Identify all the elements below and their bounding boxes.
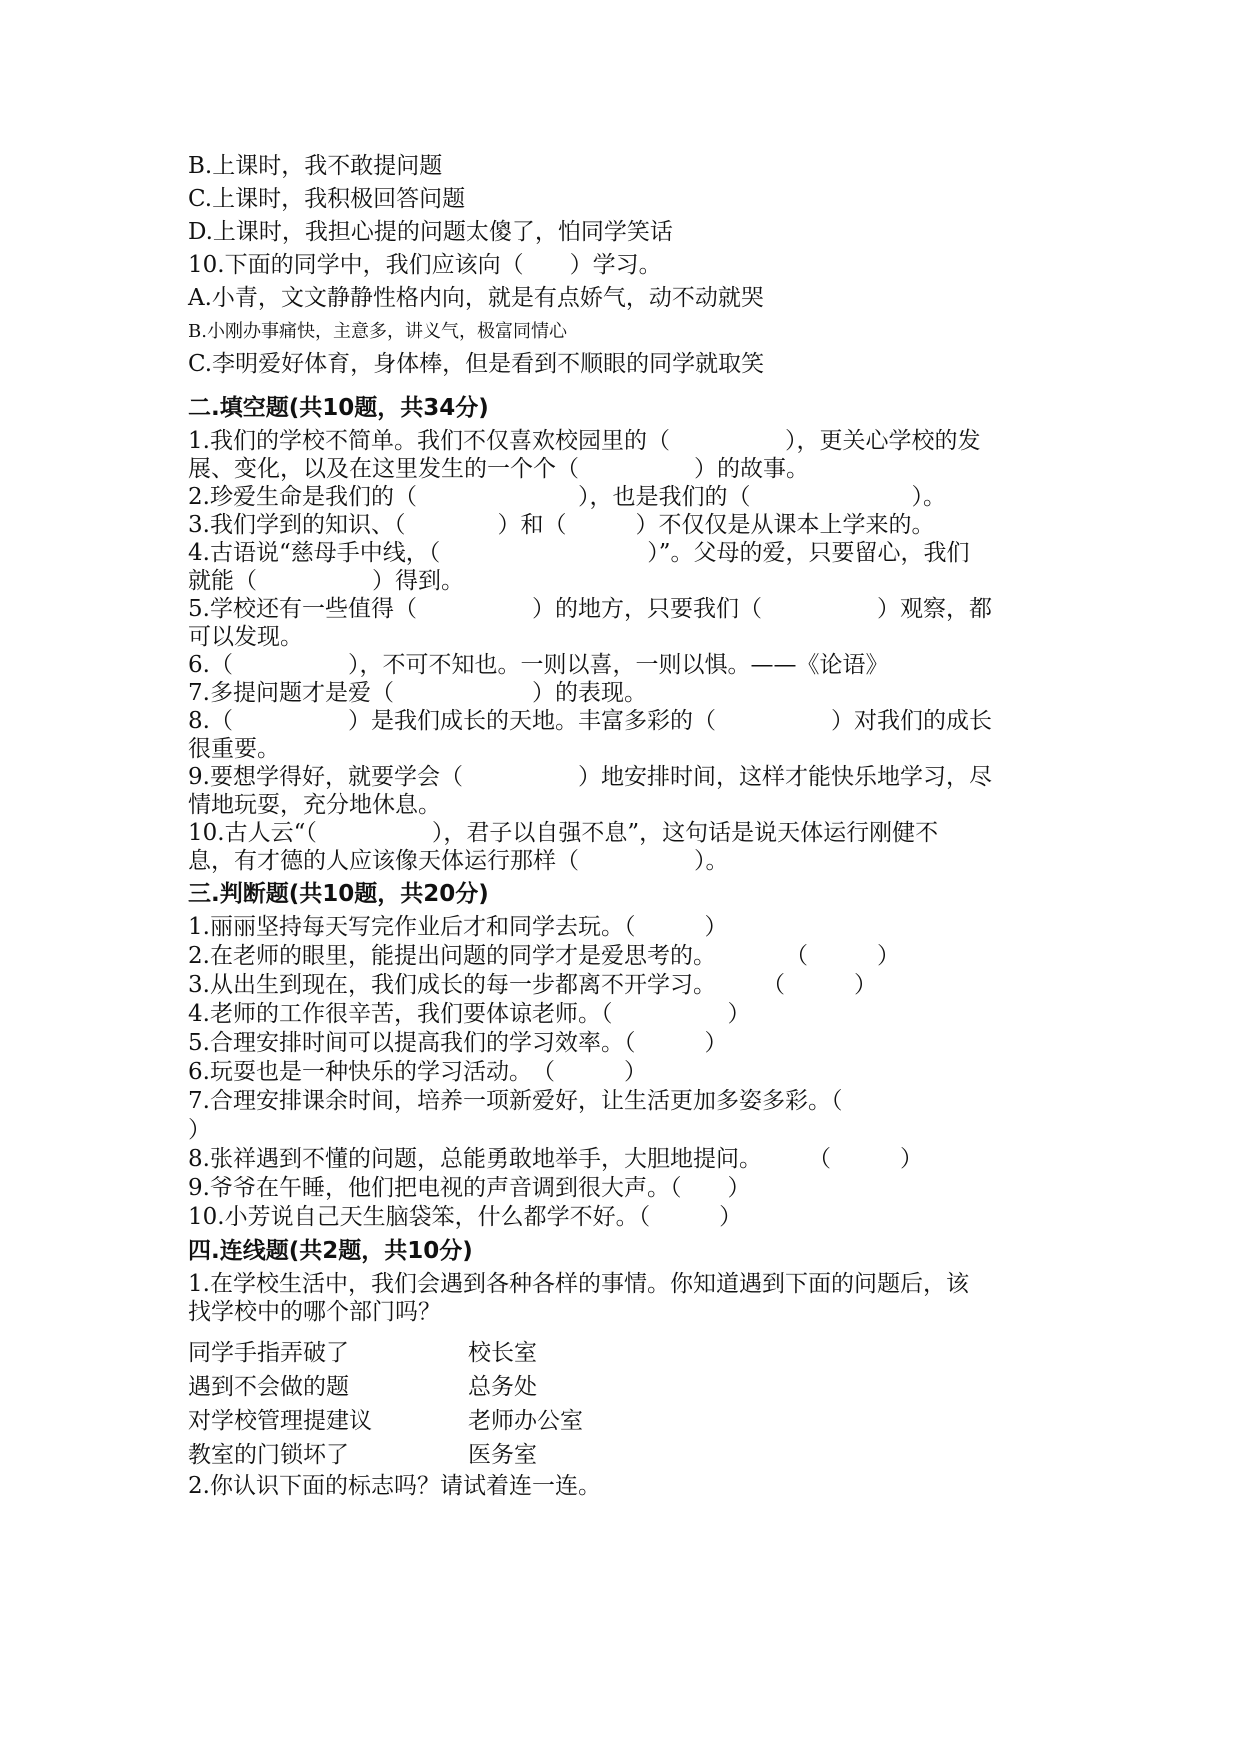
true-false-section <box>188 875 1068 1232</box>
option-c: C.上课时，我积极回答问题 <box>188 186 466 212</box>
judge-item: 2.在老师的眼里，能提出问题的同学才是爱思考的。 （ ） <box>188 943 900 969</box>
match-right-item: 校长室 <box>468 1340 537 1366</box>
question-10: 10.下面的同学中，我们应该向（ ）学习。 <box>188 252 662 278</box>
fill-line: 4.古语说“慈母手中线，（ ）”。父母的爱，只要留心，我们 <box>188 540 970 566</box>
fill-line: 就能（ ）得到。 <box>188 568 464 594</box>
match-left-item: 教室的门锁坏了 <box>188 1442 349 1468</box>
judge-item: ） <box>188 1117 211 1143</box>
fill-line: 10.古人云“（ ），君子以自强不息”，这句话是说天体运行刚健不 <box>188 820 939 846</box>
match-question-1: 1.在学校生活中，我们会遇到各种各样的事情。你知道遇到下面的问题后，该 <box>188 1271 969 1297</box>
section-heading-fill: 二.填空题(共10题，共34分) <box>188 395 489 421</box>
multiple-choice-tail <box>188 150 1068 381</box>
section-heading-match: 四.连线题(共2题，共10分) <box>188 1238 473 1264</box>
judge-item: 6.玩耍也是一种快乐的学习活动。 （ ） <box>188 1059 647 1085</box>
fill-line: 9.要想学得好，就要学会（ ）地安排时间，这样才能快乐地学习，尽 <box>188 764 992 790</box>
match-row <box>188 1336 1068 1370</box>
match-row <box>188 1404 1068 1438</box>
q10-option-b: B.小刚办事痛快，主意多，讲义气，极富同情心 <box>188 321 567 342</box>
match-left-item: 遇到不会做的题 <box>188 1374 349 1400</box>
fill-line: 6.（ ），不可不知也。一则以喜，一则以惧。——《论语》 <box>188 652 889 678</box>
judge-item: 10.小芳说自己天生脑袋笨，什么都学不好。（ ） <box>188 1204 743 1230</box>
fill-line: 可以发现。 <box>188 624 303 650</box>
judge-item: 5.合理安排时间可以提高我们的学习效率。（ ） <box>188 1030 728 1056</box>
match-right-item: 老师办公室 <box>468 1408 583 1434</box>
match-question-2: 2.你认识下面的标志吗？请试着连一连。 <box>188 1473 601 1499</box>
q10-option-c: C.李明爱好体育，身体棒，但是看到不顺眼的同学就取笑 <box>188 351 765 377</box>
judge-item: 4.老师的工作很辛苦，我们要体谅老师。（ ） <box>188 1001 751 1027</box>
judge-item: 7.合理安排课余时间，培养一项新爱好，让生活更加多姿多彩。（ <box>188 1088 843 1114</box>
fill-line: 2.珍爱生命是我们的（ ），也是我们的（ ）。 <box>188 484 946 510</box>
fill-in-section <box>188 389 1068 875</box>
match-row <box>188 1370 1068 1404</box>
judge-item: 9.爷爷在午睡，他们把电视的声音调到很大声。（ ） <box>188 1175 751 1201</box>
judge-item: 1.丽丽坚持每天写完作业后才和同学去玩。（ ） <box>188 914 728 940</box>
judge-item: 8.张祥遇到不懂的问题，总能勇敢地举手，大胆地提问。 （ ） <box>188 1146 923 1172</box>
option-d: D.上课时，我担心提的问题太傻了，怕同学笑话 <box>188 219 673 245</box>
fill-line: 息，有才德的人应该像天体运行那样（ ）。 <box>188 848 729 874</box>
fill-line: 情地玩耍，充分地休息。 <box>188 792 441 818</box>
fill-line: 7.多提问题才是爱（ ）的表现。 <box>188 680 647 706</box>
match-row <box>188 1438 1068 1472</box>
matching-section <box>188 1232 1068 1500</box>
judge-item: 3.从出生到现在，我们成长的每一步都离不开学习。 （ ） <box>188 972 877 998</box>
match-right-item: 医务室 <box>468 1442 537 1468</box>
option-b: B.上课时，我不敢提问题 <box>188 153 443 179</box>
worksheet-page <box>188 150 1068 1500</box>
fill-line: 3.我们学到的知识、（ ）和（ ）不仅仅是从课本上学来的。 <box>188 512 935 538</box>
fill-line: 展、变化，以及在这里发生的一个个（ ）的故事。 <box>188 456 809 482</box>
match-left-item: 对学校管理提建议 <box>188 1408 372 1434</box>
fill-line: 1.我们的学校不简单。我们不仅喜欢校园里的（ ），更关心学校的发 <box>188 428 981 454</box>
fill-line: 8.（ ）是我们成长的天地。丰富多彩的（ ）对我们的成长 <box>188 708 992 734</box>
fill-line: 很重要。 <box>188 736 280 762</box>
fill-line: 5.学校还有一些值得（ ）的地方，只要我们（ ）观察，都 <box>188 596 992 622</box>
match-right-item: 总务处 <box>468 1374 537 1400</box>
q10-option-a: A.小青，文文静静性格内向，就是有点娇气，动不动就哭 <box>188 285 764 311</box>
match-question-1: 找学校中的哪个部门吗？ <box>188 1299 441 1325</box>
section-heading-judge: 三.判断题(共10题，共20分) <box>188 881 489 907</box>
match-left-item: 同学手指弄破了 <box>188 1340 349 1366</box>
